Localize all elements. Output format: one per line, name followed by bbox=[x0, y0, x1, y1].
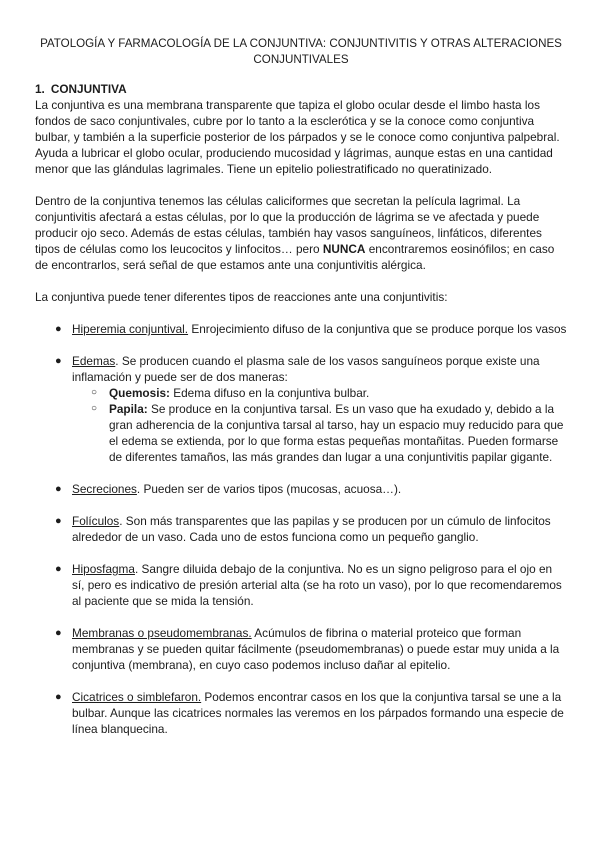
term-cicatrices: Cicatrices o simblefaron. bbox=[72, 690, 202, 704]
list-item bbox=[35, 513, 567, 545]
circle-bullet-icon: ○ bbox=[91, 387, 98, 398]
list-item bbox=[35, 481, 567, 497]
term-secreciones: Secreciones bbox=[72, 482, 137, 496]
circle-bullet-icon: ○ bbox=[91, 403, 98, 414]
term-description: Se produce en la conjuntiva tarsal. Es un vaso que ha exudado y, debido a la gran adherencia de la conjuntiva tarsal al tarso, hay un espacio muy reducido para que el edema se extienda, por lo que forma estas pequeñas montañitas. Pueden formarse de diferentes tamaños, las más grandes dan lugar a una conjuntivitis papilar gigante. bbox=[109, 402, 564, 464]
list-item bbox=[35, 689, 567, 737]
reactions-list bbox=[35, 321, 567, 737]
cells-text-2: encontraremos eosinófilos; en caso de encontrarlos, será señal de que estamos ante una conjuntivitis alérgica. bbox=[35, 242, 555, 272]
list-item bbox=[72, 401, 567, 465]
term-description: Edema difuso en la conjuntiva bulbar. bbox=[169, 386, 370, 400]
term-hiposfagma: Hiposfagma bbox=[72, 562, 135, 576]
term-edemas: Edemas bbox=[72, 354, 116, 368]
section-title: CONJUNTIVA bbox=[50, 82, 127, 96]
list-item bbox=[35, 321, 567, 337]
term-description: . Se producen cuando el plasma sale de los vasos sanguíneos porque existe una inflamación y puede ser de dos maneras: bbox=[72, 354, 540, 384]
term-hiperemia: Hiperemia conjuntival. bbox=[72, 322, 189, 336]
section-heading bbox=[35, 81, 567, 97]
edema-types-list bbox=[72, 385, 567, 465]
bullet-icon: ● bbox=[55, 323, 62, 335]
section-number: 1. bbox=[35, 82, 45, 96]
bullet-icon: ● bbox=[55, 355, 62, 367]
list-item bbox=[35, 353, 567, 465]
bullet-icon: ● bbox=[55, 691, 62, 703]
term-foliculos: Folículos bbox=[72, 514, 120, 528]
list-item bbox=[72, 385, 567, 401]
list-item bbox=[35, 561, 567, 609]
term-description: Enrojecimiento difuso de la conjuntiva que se produce porque los vasos bbox=[188, 322, 567, 336]
term-description: . Pueden ser de varios tipos (mucosas, acuosa…). bbox=[136, 482, 402, 496]
bullet-icon: ● bbox=[55, 515, 62, 527]
list-item bbox=[35, 625, 567, 673]
term-quemosis: Quemosis: bbox=[109, 386, 170, 400]
term-membranas: Membranas o pseudomembranas. bbox=[72, 626, 252, 640]
bullet-icon: ● bbox=[55, 483, 62, 495]
term-description: Podemos encontrar casos en los que la conjuntiva tarsal se une a la bulbar. Aunque las cicatrices normales las veremos en los párpados formando una especie de línea blanquecina. bbox=[72, 690, 564, 736]
term-papila: Papila: bbox=[109, 402, 148, 416]
term-description: Acúmulos de fibrina o material proteico que forman membranas y se pueden quitar fácilmente (pseudomembranas) o puede estar muy unida a la conjuntiva (membrana), en cuyo caso podemos incluso dañar al epitelio. bbox=[72, 626, 560, 672]
bullet-icon: ● bbox=[55, 563, 62, 575]
document-page bbox=[35, 36, 567, 753]
bullet-icon: ● bbox=[55, 627, 62, 639]
reactions-intro: La conjuntiva puede tener diferentes tipos de reacciones ante una conjuntivitis: bbox=[35, 290, 448, 304]
term-description: . Sangre diluida debajo de la conjuntiva. No es un signo peligroso para el ojo en sí, pero es indicativo de presión arterial alta (se ha roto un vaso), por lo que recomendaremos al paciente que se mida la tensión. bbox=[72, 562, 562, 608]
document-title: PATOLOGÍA Y FARMACOLOGÍA DE LA CONJUNTIVA: CONJUNTIVITIS Y OTRAS ALTERACIONES CONJUNTIVALES bbox=[40, 37, 562, 66]
intro-paragraph: La conjuntiva es una membrana transparente que tapiza el globo ocular desde el limbo hasta los fondos de saco conjuntivales, cubre por lo tanto a la esclerótica y se la conoce como conjuntiva bulbar, y también a la superficie posterior de los párpados y se le conoce como conjuntiva palpebral. Ayuda a lubricar el globo ocular, produciendo mucosidad y lágrimas, aunque estas en una cantidad menor que las glándulas lagrimales. Tiene un epitelio poliestratificado no queratinizado. bbox=[35, 98, 560, 176]
nunca-emphasis: NUNCA bbox=[322, 242, 366, 256]
cells-text-1: Dentro de la conjuntiva tenemos las células caliciformes que secretan la película lagrimal. La conjuntivitis afectará a estas células, por lo que la producción de lágrima se ve afectada y puede producir ojo seco. Además de estas células, también hay vasos sanguíneos, linfáticos, diferentes tipos de células como los leucocitos y linfocitos… pero bbox=[35, 194, 542, 256]
term-description: . Son más transparentes que las papilas y se producen por un cúmulo de linfocitos alrededor de un vaso. Cada uno de estos funciona como un pequeño ganglio. bbox=[72, 514, 551, 544]
cells-paragraph bbox=[35, 193, 567, 273]
